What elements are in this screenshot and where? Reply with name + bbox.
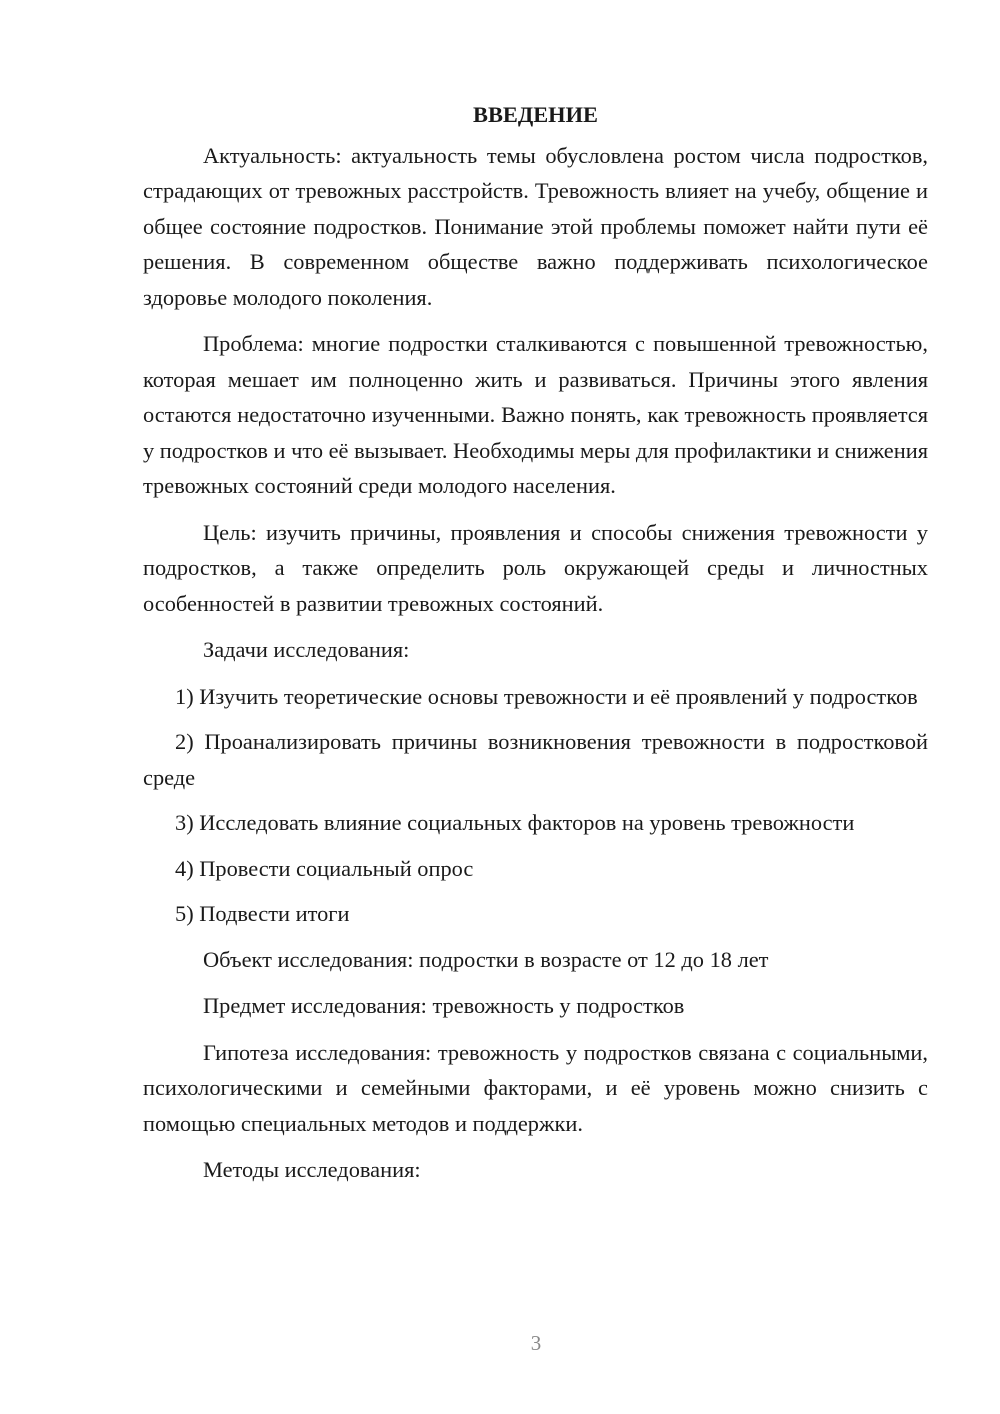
task-item-2: 2) Проанализировать причины возникновения тревожности в подростковой среде: [143, 729, 928, 790]
task-item-3: 3) Исследовать влияние социальных факторов на уровень тревожности: [175, 810, 855, 835]
research-subject: Предмет исследования: тревожность у подростков: [203, 993, 685, 1018]
page-number-text: 3: [530, 1331, 542, 1355]
hypothesis-paragraph: Гипотеза исследования: тревожность у подростков связана с социальными, психологическими и семейными факторами, и её уровень можно снизить с помощью специальных методов и поддержки.: [143, 1039, 928, 1136]
methods-heading: Методы исследования:: [203, 1157, 421, 1182]
section-title: ВВЕДЕНИЕ: [473, 102, 598, 127]
task-item-5: 5) Подвести итоги: [175, 901, 350, 926]
goal-paragraph: Цель: изучить причины, проявления и способы снижения тревожности у подростков, а также определить роль окружающей среды и личностных особенностей в развитии тревожных состояний.: [143, 519, 928, 616]
problem-paragraph: Проблема: многие подростки сталкиваются с повышенной тревожностью, которая мешает им полноценно жить и развиваться. Причины этого явления остаются недостаточно изученными. Важно понять, как тревожность проявляется у подростков и что её вызывает. Необходимы меры для профилактики и снижения тревожных состояний среди молодого населения.: [143, 331, 929, 498]
research-object: Объект исследования: подростки в возрасте от 12 до 18 лет: [203, 946, 769, 972]
relevance-paragraph: Актуальность: актуальность темы обусловлена ростом числа подростков, страдающих от тревожных расстройств. Тревожность влияет на учебу, общение и общее состояние подростков. Понимание этой проблемы поможет найти пути её решения. В современном обществе важно поддерживать психологическое здоровье молодого поколения.: [143, 142, 928, 310]
tasks-heading: Задачи исследования:: [203, 637, 410, 662]
task-item-1: 1) Изучить теоретические основы тревожности и её проявлений у подростков: [175, 683, 918, 709]
page-content: [143, 97, 928, 1199]
page-number: [72, 1331, 1000, 1356]
task-item-4: 4) Провести социальный опрос: [175, 855, 474, 881]
